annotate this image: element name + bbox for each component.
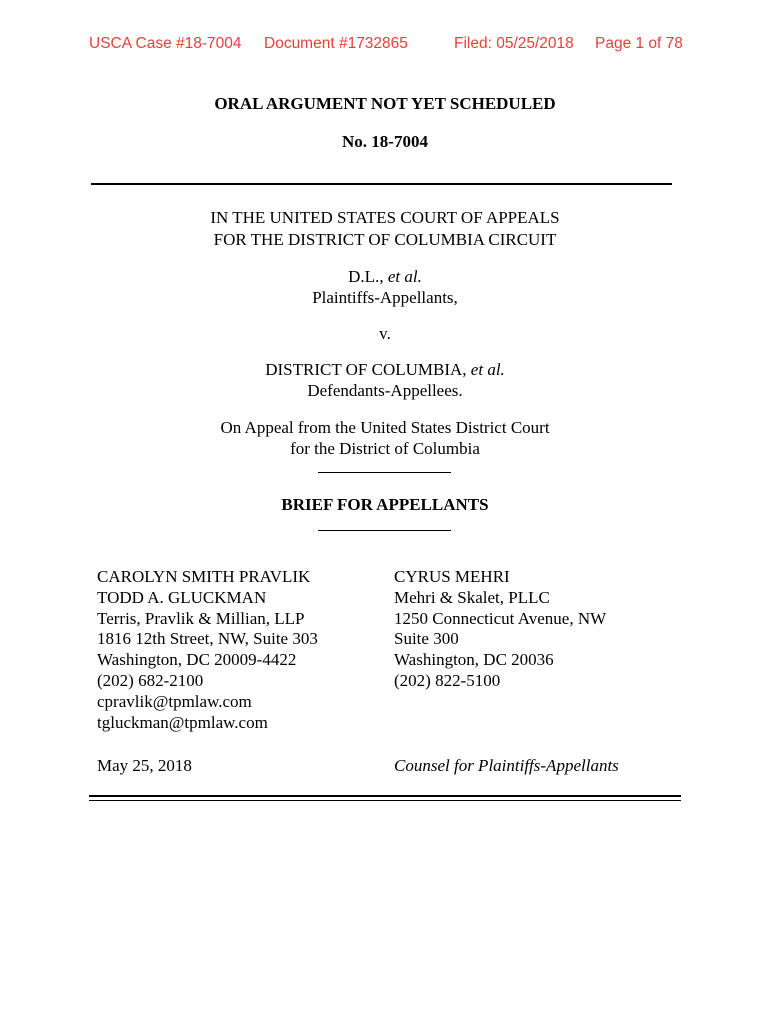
counsel-right-line: 1250 Connecticut Avenue, NW	[394, 608, 607, 628]
stamp-case-number: USCA Case #18-7004	[89, 35, 242, 52]
court-name-line-2: FOR THE DISTRICT OF COLUMBIA CIRCUIT	[213, 230, 557, 249]
counsel-left-email: tgluckman@tpmlaw.com	[97, 712, 268, 732]
plaintiff-name-text: D.L.,	[348, 267, 388, 286]
counsel-block-right	[394, 567, 606, 692]
counsel-left-line: TODD A. GLUCKMAN	[97, 587, 267, 607]
stamp-document-number: Document #1732865	[264, 35, 408, 52]
filing-date: May 25, 2018	[97, 756, 192, 775]
counsel-right-line: Mehri & Skalet, PLLC	[394, 587, 550, 607]
counsel-right-line: (202) 822-5100	[394, 670, 501, 690]
counsel-block-left	[97, 567, 318, 733]
bottom-divider-thick	[89, 795, 681, 797]
counsel-left-line: CAROLYN SMITH PRAVLIK	[97, 567, 311, 586]
short-divider-1	[318, 472, 451, 473]
appeal-origin-line-2: for the District of Columbia	[290, 439, 480, 458]
defendant-name-text: DISTRICT OF COLUMBIA,	[265, 360, 471, 379]
counsel-right-line: Suite 300	[394, 629, 459, 649]
appeal-origin-line-1: On Appeal from the United States District Court	[220, 418, 550, 437]
brief-title: BRIEF FOR APPELLANTS	[281, 495, 489, 514]
counsel-left-line: (202) 682-2100	[97, 670, 204, 690]
plaintiff-role: Plaintiffs-Appellants,	[312, 288, 458, 307]
counsel-right-line: CYRUS MEHRI	[394, 567, 510, 586]
court-name-line-1: IN THE UNITED STATES COURT OF APPEALS	[210, 208, 560, 227]
top-divider	[91, 183, 672, 185]
versus: v.	[379, 324, 391, 343]
stamp-filed-date: Filed: 05/25/2018	[454, 35, 574, 52]
defendant-name	[0, 359, 770, 380]
counsel-left-line: Washington, DC 20009-4422	[97, 650, 297, 670]
counsel-for-label: Counsel for Plaintiffs-Appellants	[394, 756, 619, 775]
counsel-left-line: 1816 12th Street, NW, Suite 303	[97, 629, 318, 649]
counsel-left-line: Terris, Pravlik & Millian, LLP	[97, 608, 305, 628]
bottom-divider-thin	[89, 800, 681, 801]
stamp-page-count: Page 1 of 78	[595, 35, 683, 52]
short-divider-2	[318, 530, 451, 531]
plaintiff-name	[0, 266, 770, 287]
plaintiff-et-al: et al.	[387, 267, 422, 286]
oral-argument-notice: ORAL ARGUMENT NOT YET SCHEDULED	[214, 94, 556, 113]
defendant-role: Defendants-Appellees.	[307, 381, 463, 400]
counsel-left-email: cpravlik@tpmlaw.com	[97, 691, 252, 711]
counsel-right-line: Washington, DC 20036	[394, 650, 554, 670]
case-number: No. 18-7004	[342, 132, 428, 151]
defendant-et-al: et al.	[470, 360, 505, 379]
